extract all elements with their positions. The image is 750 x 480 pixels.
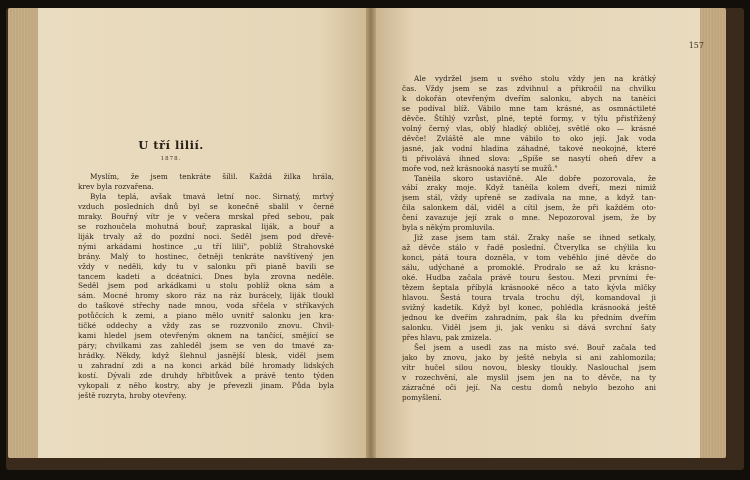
text-line: vábí zraky moje. Když tanèíla kolem dveří, mezi nimiž: [402, 183, 656, 193]
text-line: salonku. Viděl jsem ji, jak venku si dává svrchní šaty: [402, 322, 656, 332]
text-line: čila salonkem dál, viděl a cítil jsem, že při každém oto-: [402, 203, 656, 213]
text-line: tancem kadeti a dcéatníci. Dnes byla zrovna neděle.: [78, 271, 334, 281]
text-line: Šel jsem a usedl zas na místo své. Bouř začala teď: [414, 342, 656, 352]
text-line: konci, pátá toura dozněla, v tom veběhlo jiné děvče do: [402, 253, 656, 263]
page-edges-right: [700, 8, 726, 458]
text-line: hrádky. Někdy, když šlehnul jasnější blesk, viděl jsem: [78, 351, 334, 361]
chapter-title: U tří lilií.: [138, 138, 204, 152]
text-line: jako by znovu, jako by ještě nebyla si ani zahlomozila;: [402, 352, 656, 362]
text-line: Již zase jsem tam stál. Zraky naše se ihned setkaly,: [414, 233, 656, 243]
text-line: krev byla rozvařena.: [78, 181, 154, 191]
text-line: ještě rozryta, hroby otevřeny.: [78, 390, 187, 400]
text-line: vykopali z něho kostry, aby je převezli jinam. Půda byla: [78, 381, 334, 391]
text-line: Ale vydržel jsem u svého stolu vždy jen na krátký: [414, 74, 656, 83]
text-line: byla s někým promluvila.: [402, 223, 495, 233]
text-line: přes hlavu, pak zmizela.: [402, 332, 492, 342]
text-line: nými arkádami hostince „u tří lilií", poblíž Strahovské: [78, 241, 334, 251]
text-line: Myslím, že jsem tenkráte šílil. Každá žilka hrála,: [90, 172, 334, 181]
text-line: u zahradní zdi a na konci arkád bílé hromady lidských: [78, 361, 334, 371]
right-page-text: [402, 74, 656, 402]
text-line: kostí. Dývali zde druhdy hřbitůvek a právě tento týden: [78, 371, 334, 381]
text-line: se podíval blíž. Vábilo mne tam krásné, as osmnáctileté: [402, 103, 656, 113]
text-line: zázračné oči její. Na cestu domů nebylo bezoho ani: [402, 382, 656, 392]
text-line: až děvče stálo v řadě poslední. Čtverylka se chýlila ku: [402, 243, 656, 253]
text-line: vždy v neděli, kdy tu v salonku při pianě bavili se: [78, 261, 334, 271]
text-line: sálu, udýchané a promoklé. Prodralo se až ku krásno-: [402, 263, 656, 273]
text-line: Tanèila skoro ustavičně. Ale dobře pozorovala, že: [414, 173, 656, 183]
text-line: volný černý vlas, oblý hladký obličej, světlé oko — krásné: [402, 123, 656, 133]
text-line: potůčcích k zemi, a piano mělo uvnitř salonku jen kra-: [78, 311, 334, 321]
text-line: čas. Vždy jsem se zas zdvihnul a přikročil na chvilku: [402, 83, 656, 93]
text-line: čení zavazuje její zrak o mne. Nepozoroval jsem, že by: [402, 213, 656, 223]
text-line: brány. Malý to hostinec, četněji tenkráte navštívený jen: [78, 251, 334, 261]
chapter-year: 1878.: [160, 156, 182, 162]
text-line: svižný kadetík. Když byl konec, pohlédla krásnooká ještě: [402, 302, 656, 312]
text-line: vítr hučel silou novou, blesky tloukly. Naslouchal jsem: [402, 362, 656, 372]
page-number: 157: [688, 41, 704, 50]
text-line: v rozechvění, ale myslil jsem jen na to děvče, na ty: [402, 372, 656, 382]
page-edges-left: [8, 8, 38, 458]
text-line: ti přivolává ihned slova: „Spíše se nasytí oheň dřev a: [402, 153, 656, 163]
left-page-text: [78, 172, 334, 401]
text-line: vzduch posledních dnů byl se konečně sbalil v černé: [78, 201, 334, 211]
text-line: mraky. Bouřný vítr je v večera mrskal před sebou, pak: [78, 211, 334, 221]
text-line: kami hledel jsem otevřeným oknem na tančící, smějící se: [78, 331, 334, 341]
text-line: jasné, jak vodní hladina záhadné, takové neokojné, které: [402, 143, 656, 153]
text-line: děvče. Štíhlý vzrůst, plné, tepté formy, v týlu přistřižený: [402, 113, 656, 123]
text-line: moře vod, než krásnooká nasytí se mužů.": [402, 163, 558, 173]
text-line: tězem šeptala příbylá krásnooké něco a tato kývla mlčky: [402, 283, 656, 293]
text-line: liják trvaly až do pozdní noci. Seděl jsem pod dřevě-: [78, 231, 334, 241]
text-line: jsem stál, vždy upřeně se zadívala na mne, a když tan-: [402, 193, 656, 203]
text-line: Byla teplá, avšak tmavá letní noc. Sirnatý, mrtvý: [90, 191, 334, 201]
text-line: k dokořán otevřeným dveřím salonku, abych na tanèíci: [402, 93, 656, 103]
text-line: hlavou. Šestá toura trvala trochu dýl, komandoval ji: [402, 292, 656, 302]
text-line: jednou ke dveřím zahradním, pak šla ku předním dveřím: [402, 312, 656, 322]
text-line: Seděl jsem pod arkádkami u stolu poblíž okna sám a: [78, 281, 334, 291]
text-line: se rozhoučela mohutná bouř, zapraskal liják, a bouř a: [78, 221, 334, 231]
book-gutter: [366, 8, 376, 458]
text-line: páry; chvilkami zas zahleděl jsem se ven do tmavé za-: [78, 341, 334, 351]
text-line: tičké oddechy a vždy zas se rozzvonilo znovu. Chvil-: [78, 321, 334, 331]
text-line: sám. Mocné hromy skoro ráz na ráz burácely, liják tloukl: [78, 291, 334, 301]
text-line: děvče! Zvláště ale mne vábilo to oko její. Jak voda: [402, 133, 656, 143]
text-line: do taškové střechy nade mnou, voda sřčela v stříkavých: [78, 301, 334, 311]
text-line: oké. Hudba začala právě touru šestou. Mezi prvními ře-: [402, 273, 656, 283]
text-line: pomyšlení.: [402, 392, 442, 402]
